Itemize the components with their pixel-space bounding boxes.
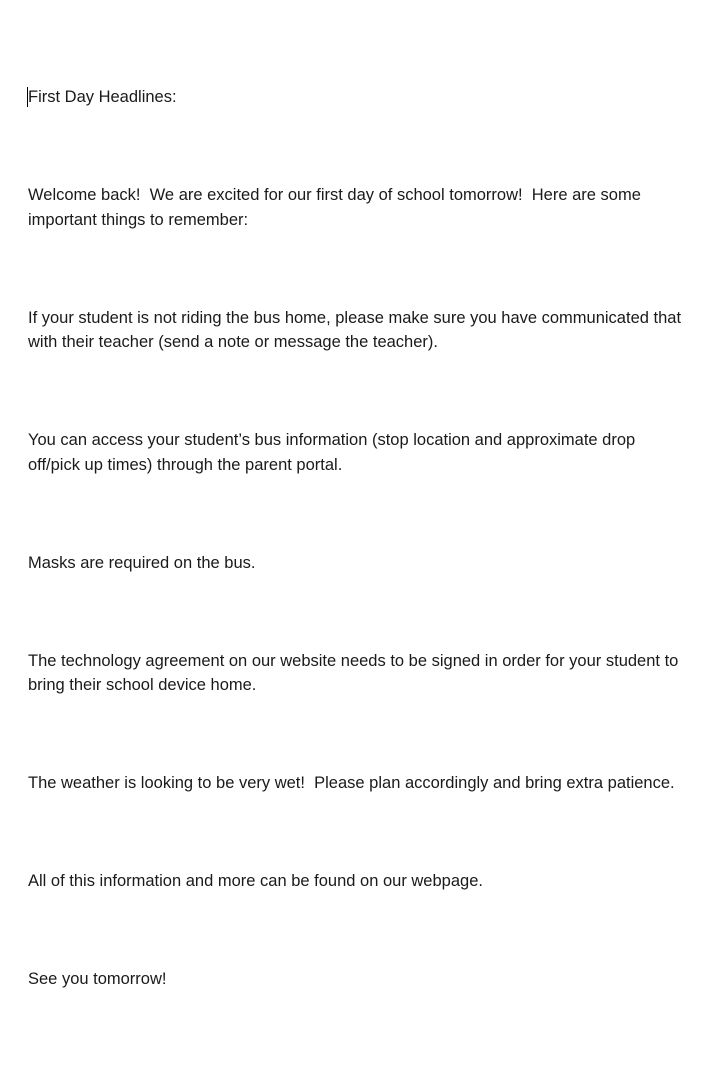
paragraph-bus-home: If your student is not riding the bus home, please make sure you have communicated that with their teacher (send a note or message the teacher). [28, 308, 686, 351]
paragraph-welcome: Welcome back! We are excited for our first day of school tomorrow! Here are some important things to remember: [28, 186, 646, 229]
paragraph-weather: The weather is looking to be very wet! Please plan accordingly and bring extra patience. [28, 774, 675, 792]
text-cursor [27, 87, 28, 107]
paragraph-technology: The technology agreement on our website needs to be signed in order for your student to bring their school device home. [28, 651, 683, 694]
document-heading [28, 85, 688, 110]
document-body[interactable] [28, 36, 688, 1065]
paragraph-webpage: All of this information and more can be found on our webpage. [28, 872, 483, 890]
paragraph-closing: See you tomorrow! [28, 970, 167, 988]
paragraph-masks: Masks are required on the bus. [28, 553, 256, 572]
paragraph-bus-info: You can access your student’s bus information (stop location and approximate drop off/pick up times) through the parent portal. [28, 431, 640, 474]
heading-text: First Day Headlines: [28, 88, 177, 106]
